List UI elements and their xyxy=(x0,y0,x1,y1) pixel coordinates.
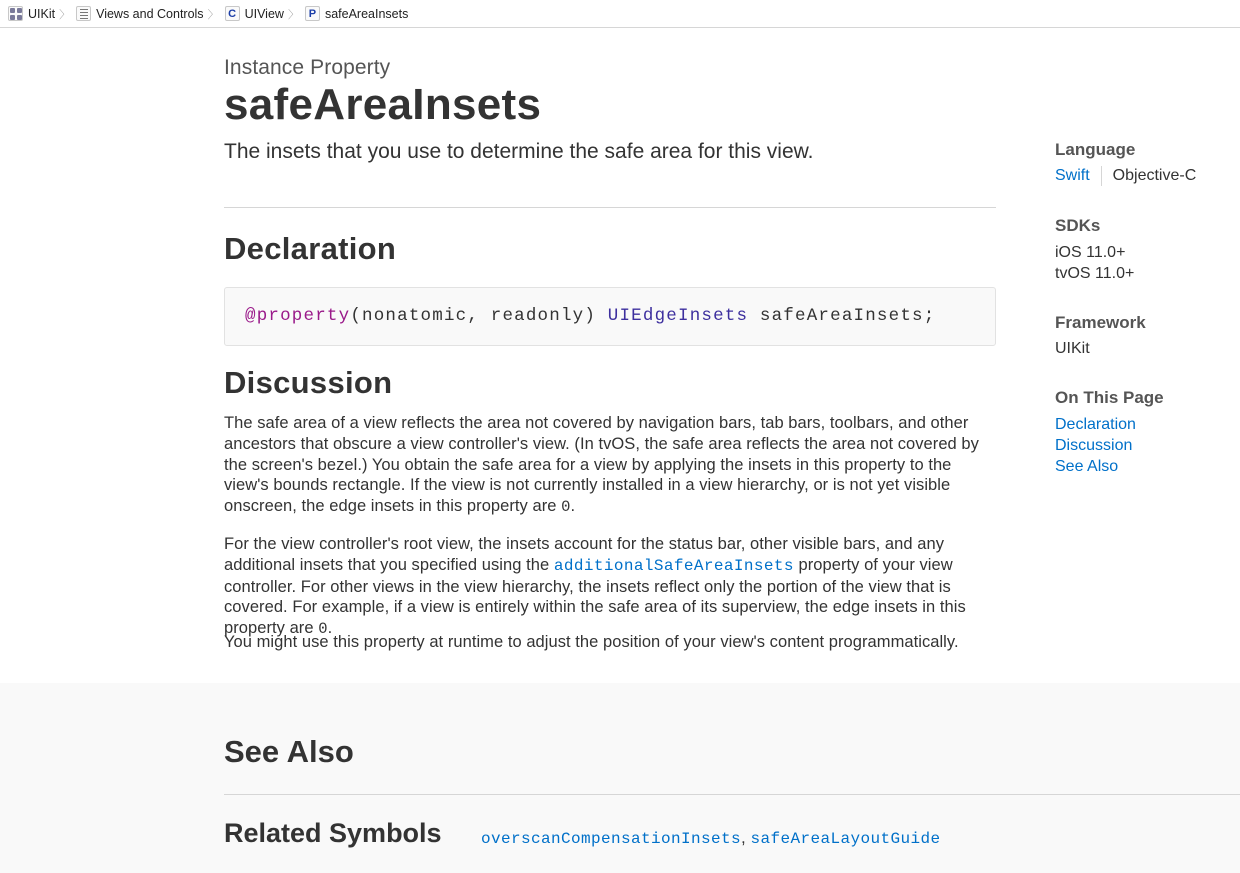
breadcrumb-label: safeAreaInsets xyxy=(324,6,409,21)
symbol-kind-label: Instance Property xyxy=(224,56,391,79)
breadcrumb xyxy=(0,0,1240,28)
chevron-right-icon: 〉 xyxy=(207,8,219,21)
abstract: The insets that you use to determine the safe area for this view. xyxy=(224,140,814,163)
paragraph-text: For the view controller's root view, the insets account for the status bar, other visible bars, and any additional insets that you specified using the xyxy=(224,535,944,574)
inline-code: 0 xyxy=(318,620,328,639)
page-title: safeAreaInsets xyxy=(224,80,542,129)
language-swift-link[interactable]: Swift xyxy=(1055,167,1090,184)
sdk-item: tvOS 11.0+ xyxy=(1055,265,1135,282)
sdks-section xyxy=(1055,216,1134,284)
chevron-right-icon: 〉 xyxy=(287,8,299,21)
additional-safe-area-insets-link[interactable]: additionalSafeAreaInsets xyxy=(553,556,794,575)
framework-heading: Framework xyxy=(1055,313,1146,332)
breadcrumb-item-uikit[interactable] xyxy=(8,0,55,28)
related-symbols-heading: Related Symbols xyxy=(224,818,442,848)
code-type-link[interactable]: UIEdgeInsets xyxy=(607,306,749,326)
list-icon xyxy=(76,6,91,21)
paragraph-text: The safe area of a view reflects the area not covered by navigation bars, tab bars, toolbars, and other ancestors that obscure a view controller's view. (In tvOS, the safe area reflects the area not covered by the screen's bezel.) You obtain the safe area for a view by applying the insets in this property to the view's bounds rectangle. If the view is not currently installed in a view hierarchy, or is not yet visible onscreen, the edge insets in this property are xyxy=(224,414,979,516)
language-objc-current: Objective-C xyxy=(1112,167,1197,184)
discussion-paragraph-1 xyxy=(224,413,999,518)
toc-see-also-link[interactable]: See Also xyxy=(1055,458,1119,475)
on-this-page-section xyxy=(1055,388,1164,477)
related-symbols-list xyxy=(481,828,941,848)
discussion-paragraph-2 xyxy=(224,534,999,640)
class-badge-icon: C xyxy=(225,6,240,21)
breadcrumb-item-uiview[interactable] xyxy=(225,0,284,28)
language-heading: Language xyxy=(1055,140,1136,159)
code-keyword: @property xyxy=(245,306,351,326)
see-also-heading: See Also xyxy=(224,734,354,769)
paragraph-end: . xyxy=(327,619,333,638)
breadcrumb-item-safeareainsets[interactable] xyxy=(305,0,408,28)
property-badge-icon: P xyxy=(305,6,320,21)
sdks-heading: SDKs xyxy=(1055,216,1101,235)
framework-name: UIKit xyxy=(1055,340,1090,357)
framework-grid-icon xyxy=(8,6,23,21)
divider xyxy=(1101,166,1102,186)
breadcrumb-label: Views and Controls xyxy=(96,6,204,21)
toc-declaration-link[interactable]: Declaration xyxy=(1055,416,1136,433)
overscan-compensation-insets-link[interactable]: overscanCompensationInsets xyxy=(481,830,742,848)
divider xyxy=(224,207,996,208)
toc-discussion-link[interactable]: Discussion xyxy=(1055,437,1133,454)
paragraph-end: . xyxy=(570,497,576,516)
inline-code: 0 xyxy=(561,498,571,517)
breadcrumb-label: UIView xyxy=(244,6,284,21)
breadcrumb-label: UIKit xyxy=(28,6,56,21)
declaration-code xyxy=(224,287,996,346)
divider xyxy=(224,794,1240,795)
declaration-heading: Declaration xyxy=(224,231,397,266)
sdk-item: iOS 11.0+ xyxy=(1055,244,1126,261)
code-attributes: (nonatomic, readonly) xyxy=(350,306,608,326)
breadcrumb-item-views-and-controls[interactable] xyxy=(76,0,203,28)
code-name: safeAreaInsets; xyxy=(748,306,936,326)
paragraph-text: property of your view controller. For other views in the view hierarchy, the insets reflect only the portion of the view that is covered. For example, if a view is entirely within the safe area of its superview, the edge insets in this property are xyxy=(224,555,966,638)
framework-section xyxy=(1055,313,1146,358)
chevron-right-icon: 〉 xyxy=(59,8,71,21)
list-separator: , xyxy=(741,828,751,847)
safe-area-layout-guide-link[interactable]: safeAreaLayoutGuide xyxy=(750,830,941,848)
language-section xyxy=(1055,140,1196,186)
on-this-page-heading: On This Page xyxy=(1055,388,1164,407)
discussion-heading: Discussion xyxy=(224,365,393,400)
discussion-paragraph-3: You might use this property at runtime to adjust the position of your view's content programmatically. xyxy=(224,633,959,651)
